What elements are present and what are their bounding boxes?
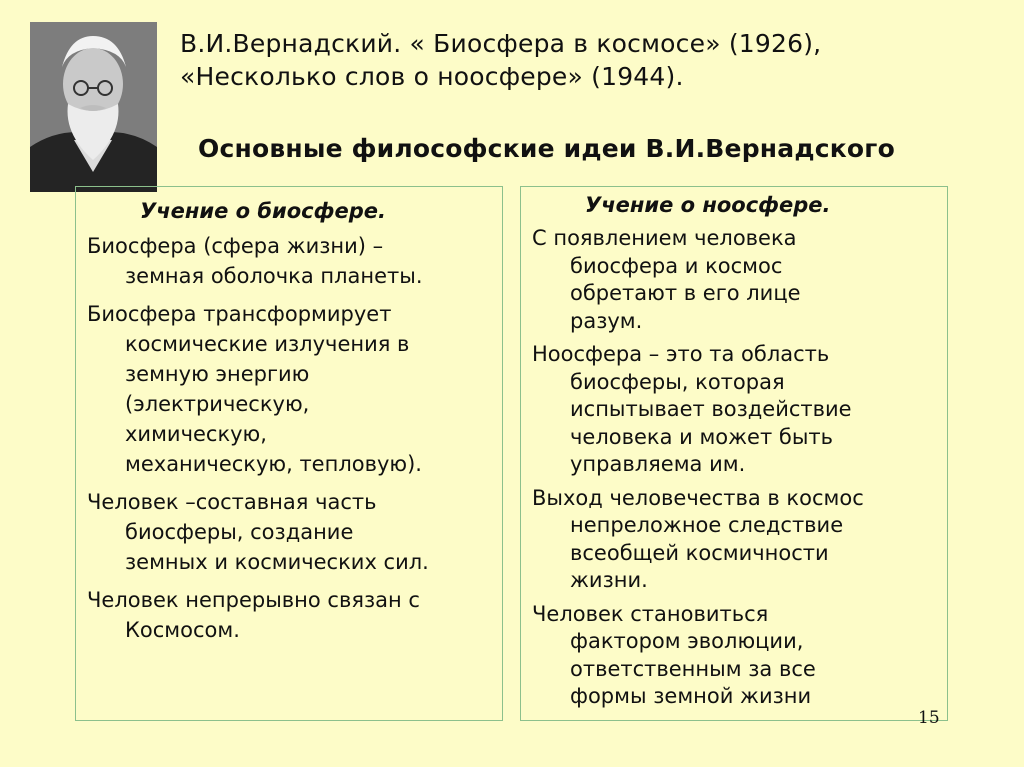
header-citation: [180, 27, 1000, 93]
list-item: Биосфера (сфера жизни) – земная оболочка планеты.: [87, 234, 423, 288]
list-item: Человек непрерывно связан с Космосом.: [87, 588, 420, 642]
page-title: Основные философские идеи В.И.Вернадского: [198, 134, 895, 163]
noosphere-heading: Учение о ноосфере.: [585, 193, 831, 217]
list-item: Ноосфера – это та область биосферы, которая испытывает воздействие человека и может быть управляема им.: [532, 342, 852, 476]
header-line-2: «Несколько слов о ноосфере» (1944).: [180, 62, 684, 91]
biosphere-heading: Учение о биосфере.: [140, 199, 386, 223]
list-item: Выход человечества в космос непреложное следствие всеобщей космичности жизни.: [532, 485, 864, 592]
list-item: С появлением человека биосфера и космос обретают в его лице разум.: [532, 226, 801, 333]
header-line-1: В.И.Вернадский. « Биосфера в космосе» (1926),: [180, 29, 822, 58]
list-item: Человек становиться фактором эволюции, ответственным за все формы земной жизни: [532, 601, 816, 708]
portrait-photo: [30, 22, 157, 192]
biosphere-list: [87, 231, 497, 653]
biosphere-panel: [75, 186, 503, 721]
noosphere-panel: [520, 186, 948, 721]
page-number: 15: [918, 708, 940, 728]
list-item: Человек –составная часть биосферы, создание земных и космических сил.: [87, 490, 429, 574]
list-item: Биосфера трансформирует космические излучения в земную энергию (электрическую, химическую, механическую, тепловую).: [87, 302, 422, 476]
noosphere-list: [532, 225, 942, 717]
